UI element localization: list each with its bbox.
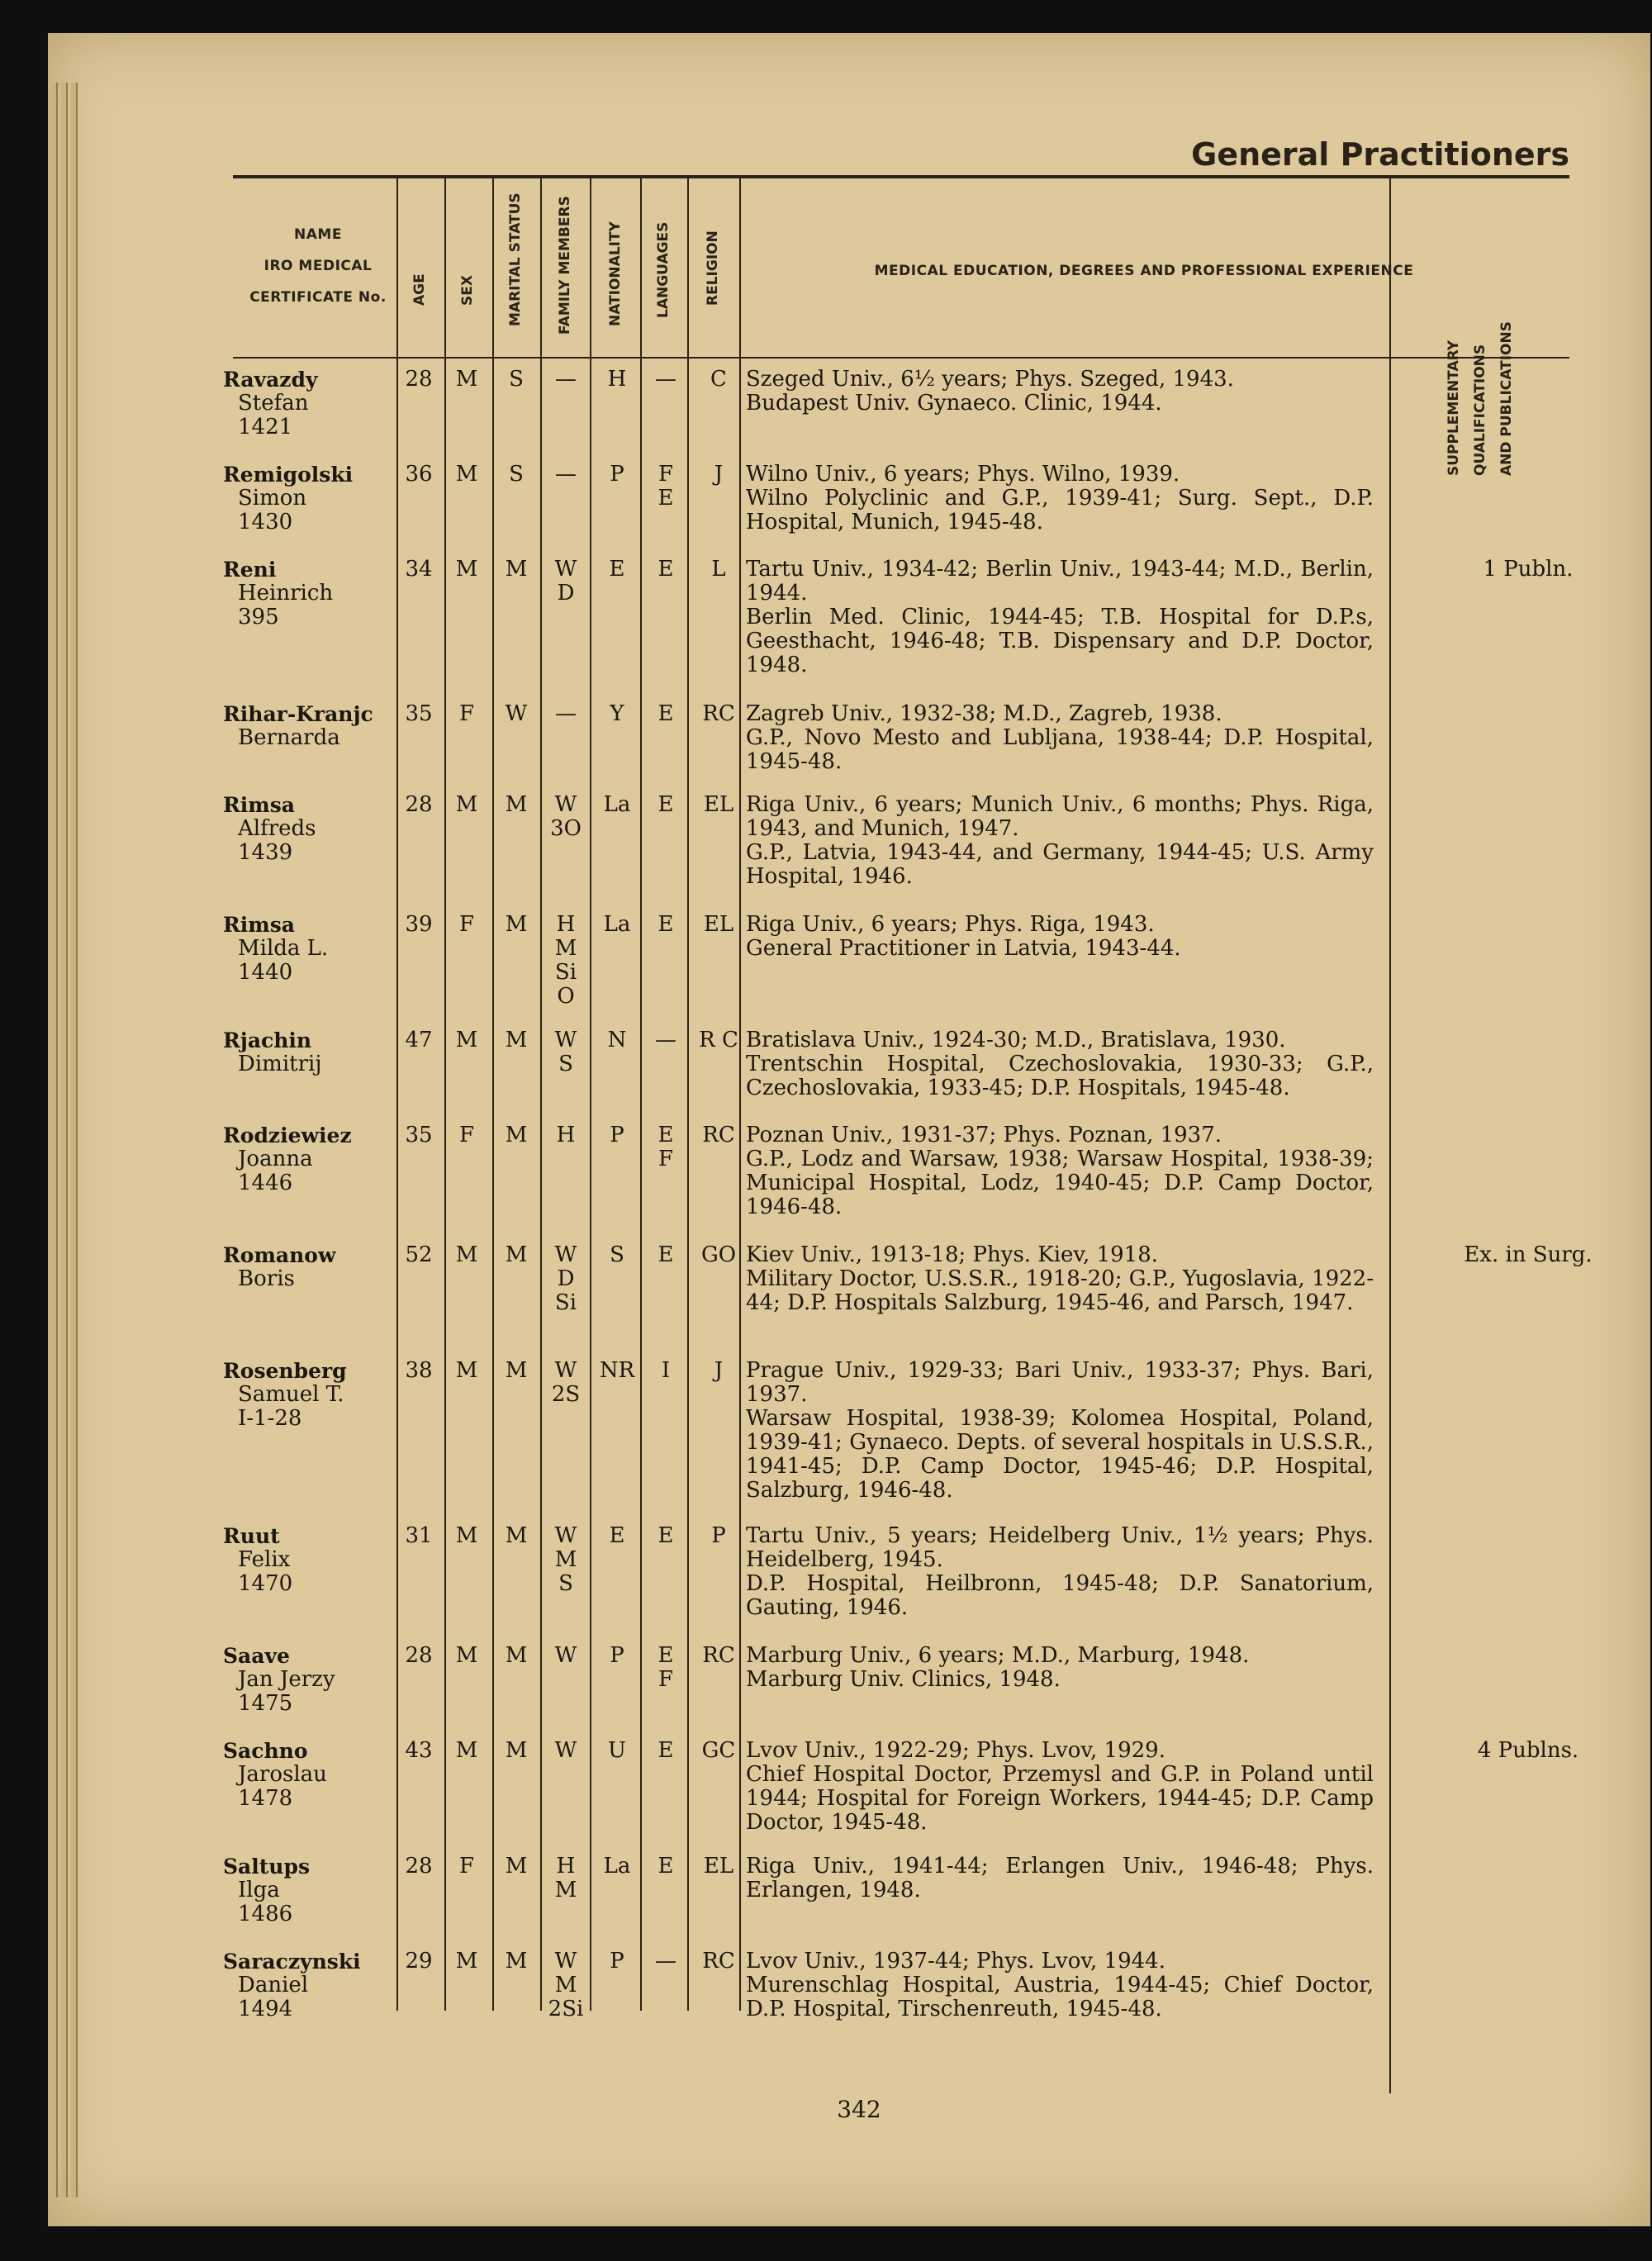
certificate-number: 1430 bbox=[238, 510, 293, 534]
column-divider bbox=[590, 177, 591, 2011]
header-sex: SEX bbox=[459, 275, 476, 306]
given-name: Samuel T. bbox=[238, 1382, 344, 1407]
name-cell bbox=[223, 1524, 405, 1596]
sex-cell: M bbox=[455, 1738, 478, 1763]
age-cell: 34 bbox=[405, 557, 433, 582]
nationality-cell: N bbox=[607, 1028, 627, 1052]
page-number: 342 bbox=[837, 2096, 881, 2123]
education-line: Riga Univ., 1941-44; Erlangen Univ., 1946-48; Phys. Erlangen, 1948. bbox=[746, 1854, 1374, 1902]
surname: Rodziewiez bbox=[223, 1123, 352, 1147]
family-cell: — bbox=[555, 367, 577, 392]
languages-cell: E bbox=[657, 792, 674, 817]
header-religion: RELIGION bbox=[705, 230, 721, 306]
religion-cell: GC bbox=[701, 1738, 736, 1763]
education-line: Marburg Univ. Clinics, 1948. bbox=[746, 1667, 1061, 1692]
given-name: Milda L. bbox=[238, 936, 329, 961]
column-divider bbox=[540, 177, 542, 2011]
name-cell bbox=[223, 1028, 405, 1076]
certificate-number: 395 bbox=[238, 605, 279, 629]
age-cell: 36 bbox=[405, 462, 433, 487]
marital-cell: M bbox=[505, 1242, 528, 1267]
certificate-number: 1475 bbox=[238, 1691, 293, 1716]
surname: Rihar-Kranjc bbox=[223, 702, 373, 726]
surname: Sachno bbox=[223, 1739, 308, 1763]
education-cell bbox=[746, 1028, 1374, 1100]
supplementary-cell: Ex. in Surg. bbox=[1464, 1242, 1593, 1267]
age-cell: 47 bbox=[405, 1028, 433, 1052]
education-cell bbox=[746, 1739, 1374, 1835]
name-cell bbox=[223, 1243, 405, 1291]
languages-cell: E bbox=[657, 1242, 674, 1267]
certificate-number: 1494 bbox=[238, 1997, 293, 2021]
languages-cell: E F bbox=[657, 1123, 674, 1171]
sex-cell: M bbox=[455, 1643, 478, 1668]
nationality-cell: S bbox=[610, 1242, 624, 1267]
given-name: Ilga bbox=[238, 1878, 280, 1902]
sex-cell: F bbox=[458, 912, 475, 937]
education-line: General Practitioner in Latvia, 1943-44. bbox=[746, 936, 1181, 961]
family-cell: W M 2Si bbox=[548, 1949, 584, 2021]
education-cell bbox=[746, 1855, 1374, 1902]
education-line: Tartu Univ., 5 years; Heidelberg Univ., 1½ years; Phys. Heidelberg, 1945. bbox=[746, 1523, 1374, 1572]
marital-cell: M bbox=[505, 1738, 528, 1763]
sex-cell: M bbox=[455, 1358, 478, 1383]
education-cell bbox=[746, 1123, 1374, 1219]
family-cell: H M Si O bbox=[554, 912, 577, 1009]
nationality-cell: P bbox=[610, 1643, 624, 1668]
education-cell bbox=[746, 558, 1374, 677]
family-cell: W 2S bbox=[551, 1358, 581, 1407]
name-cell bbox=[223, 1950, 405, 2021]
supplementary-cell: 1 Publn. bbox=[1483, 557, 1574, 582]
languages-cell: E bbox=[657, 701, 674, 726]
age-cell: 28 bbox=[405, 1854, 433, 1879]
religion-cell: RC bbox=[702, 701, 735, 726]
age-cell: 35 bbox=[405, 1123, 433, 1147]
sex-cell: M bbox=[455, 462, 478, 487]
given-name: Bernarda bbox=[238, 725, 340, 750]
given-name: Jaroslau bbox=[238, 1762, 327, 1787]
header-supplementary: SUPPLEMENTARY QUALIFICATIONS AND PUBLICATIONS bbox=[1446, 321, 1515, 476]
education-line: Chief Hospital Doctor, Przemysl and G.P. in Poland until 1944; Hospital for Foreign Workers, 1944-45; D.P. Camp Doctor, 1945-48. bbox=[746, 1762, 1374, 1835]
age-cell: 28 bbox=[405, 1643, 433, 1668]
education-line: G.P., Lodz and Warsaw, 1938; Warsaw Hospital, 1938-39; Municipal Hospital, Lodz, 1940-45; D.P. Camp Doctor, 1946-48. bbox=[746, 1147, 1374, 1219]
certificate-number: 1421 bbox=[238, 415, 293, 439]
nationality-cell: La bbox=[603, 1854, 631, 1879]
education-line: Military Doctor, U.S.S.R., 1918-20; G.P., Yugoslavia, 1922-44; D.P. Hospitals Salzburg, 1945-46, and Parsch, 1947. bbox=[746, 1266, 1374, 1315]
age-cell: 28 bbox=[405, 792, 433, 817]
column-divider bbox=[396, 177, 398, 2011]
given-name: Dimitrij bbox=[238, 1052, 322, 1076]
given-name: Simon bbox=[238, 486, 307, 511]
nationality-cell: P bbox=[610, 462, 624, 487]
surname: Reni bbox=[223, 558, 277, 582]
education-line: Berlin Med. Clinic, 1944-45; T.B. Hospital for D.P.s, Geesthacht, 1946-48; T.B. Dispensary and D.P. Doctor, 1948. bbox=[746, 605, 1374, 677]
family-cell: H M bbox=[554, 1854, 577, 1902]
religion-cell: EL bbox=[703, 792, 734, 817]
religion-cell: EL bbox=[703, 1854, 734, 1879]
surname: Saave bbox=[223, 1644, 290, 1668]
given-name: Alfreds bbox=[238, 816, 316, 841]
religion-cell: GO bbox=[700, 1242, 737, 1267]
education-cell bbox=[746, 1243, 1374, 1315]
languages-cell: F E bbox=[657, 462, 674, 511]
marital-cell: S bbox=[509, 462, 524, 487]
education-line: Poznan Univ., 1931-37; Phys. Poznan, 1937. bbox=[746, 1123, 1222, 1147]
given-name: Daniel bbox=[238, 1973, 309, 1997]
marital-cell: M bbox=[505, 1949, 528, 1974]
supplementary-cell: 4 Publns. bbox=[1477, 1738, 1579, 1763]
header-name: NAME IRO MEDICAL CERTIFICATE No. bbox=[249, 226, 387, 306]
name-cell bbox=[223, 793, 405, 865]
surname: Rosenberg bbox=[223, 1359, 347, 1383]
marital-cell: M bbox=[505, 1123, 528, 1147]
education-line: Wilno Polyclinic and G.P., 1939-41; Surg. Sept., D.P. Hospital, Munich, 1945-48. bbox=[746, 486, 1374, 534]
certificate-number: 1486 bbox=[238, 1902, 293, 1926]
education-line: Zagreb Univ., 1932-38; M.D., Zagreb, 1938. bbox=[746, 701, 1222, 726]
running-head: General Practitioners bbox=[1191, 136, 1569, 173]
education-cell bbox=[746, 913, 1374, 961]
header-family-members: FAMILY MEMBERS bbox=[557, 196, 573, 335]
family-cell: W bbox=[554, 1643, 577, 1668]
column-divider bbox=[1389, 177, 1391, 2093]
header-marital-status: MARITAL STATUS bbox=[507, 192, 524, 326]
name-cell bbox=[223, 463, 405, 534]
marital-cell: S bbox=[509, 367, 524, 392]
family-cell: — bbox=[555, 462, 577, 487]
name-cell bbox=[223, 1123, 405, 1195]
surname: Romanow bbox=[223, 1243, 336, 1267]
languages-cell: E bbox=[657, 1738, 674, 1763]
given-name: Joanna bbox=[238, 1147, 313, 1171]
religion-cell: EL bbox=[703, 912, 734, 937]
family-cell: W M S bbox=[554, 1523, 577, 1596]
education-line: Szeged Univ., 6½ years; Phys. Szeged, 1943. bbox=[746, 367, 1234, 392]
languages-cell: E bbox=[657, 557, 674, 582]
age-cell: 35 bbox=[405, 701, 433, 726]
page-edge bbox=[61, 83, 68, 2197]
marital-cell: M bbox=[505, 792, 528, 817]
nationality-cell: U bbox=[608, 1738, 626, 1763]
given-name: Stefan bbox=[238, 391, 309, 416]
education-line: Trentschin Hospital, Czechoslovakia, 1930-33; G.P., Czechoslovakia, 1933-45; D.P. Hospitals, 1945-48. bbox=[746, 1052, 1374, 1100]
name-cell bbox=[223, 1855, 405, 1926]
education-line: Marburg Univ., 6 years; M.D., Marburg, 1948. bbox=[746, 1643, 1250, 1668]
education-line: D.P. Hospital, Heilbronn, 1945-48; D.P. Sanatorium, Gauting, 1946. bbox=[746, 1571, 1374, 1620]
nationality-cell: NR bbox=[599, 1358, 635, 1383]
column-divider bbox=[687, 177, 689, 2011]
family-cell: H bbox=[556, 1123, 576, 1147]
education-line: Warsaw Hospital, 1938-39; Kolomea Hospital, Poland, 1939-41; Gynaeco. Depts. of several hospitals in U.S.S.R., 1941-45; D.P. Camp Doctor, 1945-46; D.P. Hospital, Salzburg, 1946-48. bbox=[746, 1406, 1374, 1503]
education-line: G.P., Latvia, 1943-44, and Germany, 1944-45; U.S. Army Hospital, 1946. bbox=[746, 840, 1374, 889]
family-cell: W S bbox=[554, 1028, 577, 1076]
education-line: Budapest Univ. Gynaeco. Clinic, 1944. bbox=[746, 391, 1162, 416]
religion-cell: RC bbox=[702, 1123, 735, 1147]
education-cell bbox=[746, 793, 1374, 889]
sex-cell: M bbox=[455, 1949, 478, 1974]
sex-cell: M bbox=[455, 367, 478, 392]
education-line: Riga Univ., 6 years; Munich Univ., 6 months; Phys. Riga, 1943, and Munich, 1947. bbox=[746, 792, 1374, 841]
nationality-cell: P bbox=[610, 1949, 624, 1974]
religion-cell: RC bbox=[702, 1643, 735, 1668]
family-cell: W bbox=[554, 1738, 577, 1763]
education-cell bbox=[746, 463, 1374, 534]
education-cell bbox=[746, 368, 1374, 416]
marital-cell: M bbox=[505, 1643, 528, 1668]
given-name: Felix bbox=[238, 1547, 291, 1572]
education-line: Wilno Univ., 6 years; Phys. Wilno, 1939. bbox=[746, 462, 1180, 487]
sex-cell: F bbox=[458, 1123, 475, 1147]
education-cell bbox=[746, 1524, 1374, 1620]
table-top-rule bbox=[233, 175, 1569, 178]
name-cell bbox=[223, 558, 405, 629]
column-divider bbox=[739, 177, 741, 2011]
header-bottom-rule bbox=[233, 357, 1569, 359]
certificate-number: I-1-28 bbox=[238, 1406, 302, 1431]
given-name: Jan Jerzy bbox=[238, 1667, 335, 1692]
age-cell: 52 bbox=[405, 1242, 433, 1267]
surname: Rimsa bbox=[223, 793, 295, 817]
religion-cell: L bbox=[711, 557, 726, 582]
sex-cell: M bbox=[455, 1028, 478, 1052]
marital-cell: W bbox=[505, 701, 528, 726]
religion-cell: J bbox=[714, 1358, 724, 1383]
age-cell: 31 bbox=[405, 1523, 433, 1548]
education-line: Kiev Univ., 1913-18; Phys. Kiev, 1918. bbox=[746, 1242, 1159, 1267]
education-line: Prague Univ., 1929-33; Bari Univ., 1933-37; Phys. Bari, 1937. bbox=[746, 1358, 1374, 1407]
education-line: Tartu Univ., 1934-42; Berlin Univ., 1943-44; M.D., Berlin, 1944. bbox=[746, 557, 1374, 606]
education-cell bbox=[746, 1950, 1374, 2021]
surname: Ravazdy bbox=[223, 368, 318, 392]
education-line: G.P., Novo Mesto and Lubljana, 1938-44; D.P. Hospital, 1945-48. bbox=[746, 725, 1374, 774]
sex-cell: F bbox=[458, 701, 475, 726]
nationality-cell: La bbox=[603, 792, 631, 817]
marital-cell: M bbox=[505, 1523, 528, 1548]
sex-cell: M bbox=[455, 792, 478, 817]
education-cell bbox=[746, 1359, 1374, 1503]
age-cell: 39 bbox=[405, 912, 433, 937]
nationality-cell: H bbox=[607, 367, 627, 392]
religion-cell: J bbox=[714, 462, 724, 487]
sex-cell: F bbox=[458, 1854, 475, 1879]
marital-cell: M bbox=[505, 912, 528, 937]
languages-cell: I bbox=[661, 1358, 671, 1383]
surname: Saraczynski bbox=[223, 1950, 361, 1974]
languages-cell: — bbox=[655, 1949, 676, 1974]
name-cell bbox=[223, 1739, 405, 1811]
surname: Ruut bbox=[223, 1524, 280, 1548]
nationality-cell: Y bbox=[610, 701, 624, 726]
education-line: Bratislava Univ., 1924-30; M.D., Bratislava, 1930. bbox=[746, 1028, 1286, 1052]
nationality-cell: La bbox=[603, 912, 631, 937]
given-name: Heinrich bbox=[238, 581, 334, 606]
marital-cell: M bbox=[505, 1028, 528, 1052]
certificate-number: 1470 bbox=[238, 1571, 293, 1596]
religion-cell: P bbox=[711, 1523, 726, 1548]
marital-cell: M bbox=[505, 1358, 528, 1383]
languages-cell: E bbox=[657, 1854, 674, 1879]
name-cell bbox=[223, 702, 405, 750]
name-cell bbox=[223, 913, 405, 985]
languages-cell: — bbox=[655, 367, 676, 392]
nationality-cell: E bbox=[609, 557, 625, 582]
family-cell: W D Si bbox=[554, 1242, 577, 1315]
education-cell bbox=[746, 1644, 1374, 1692]
page-edge bbox=[51, 83, 58, 2197]
header-nationality: NATIONALITY bbox=[607, 221, 624, 326]
religion-cell: C bbox=[710, 367, 727, 392]
age-cell: 43 bbox=[405, 1738, 433, 1763]
column-divider bbox=[444, 177, 446, 2011]
family-cell: W D bbox=[554, 557, 577, 606]
religion-cell: RC bbox=[702, 1949, 735, 1974]
sex-cell: M bbox=[455, 1523, 478, 1548]
nationality-cell: P bbox=[610, 1123, 624, 1147]
name-cell bbox=[223, 1359, 405, 1431]
education-line: Murenschlag Hospital, Austria, 1944-45; Chief Doctor, D.P. Hospital, Tirschenreuth, 1945-48. bbox=[746, 1973, 1374, 2021]
page-edge bbox=[71, 83, 78, 2197]
education-line: Riga Univ., 6 years; Phys. Riga, 1943. bbox=[746, 912, 1155, 937]
age-cell: 38 bbox=[405, 1358, 433, 1383]
column-divider bbox=[640, 177, 642, 2011]
sex-cell: M bbox=[455, 557, 478, 582]
languages-cell: E bbox=[657, 912, 674, 937]
certificate-number: 1478 bbox=[238, 1786, 293, 1811]
header-age: AGE bbox=[411, 273, 428, 306]
header-medical-education: MEDICAL EDUCATION, DEGREES AND PROFESSIONAL EXPERIENCE bbox=[874, 263, 1414, 279]
certificate-number: 1439 bbox=[238, 840, 293, 865]
age-cell: 28 bbox=[405, 367, 433, 392]
surname: Rjachin bbox=[223, 1028, 312, 1052]
certificate-number: 1440 bbox=[238, 960, 293, 985]
education-cell bbox=[746, 702, 1374, 774]
marital-cell: M bbox=[505, 557, 528, 582]
education-line: Lvov Univ., 1922-29; Phys. Lvov, 1929. bbox=[746, 1738, 1165, 1763]
education-line: Lvov Univ., 1937-44; Phys. Lvov, 1944. bbox=[746, 1949, 1165, 1974]
languages-cell: — bbox=[655, 1028, 676, 1052]
name-cell bbox=[223, 368, 405, 439]
given-name: Boris bbox=[238, 1266, 295, 1291]
sex-cell: M bbox=[455, 1242, 478, 1267]
languages-cell: E bbox=[657, 1523, 674, 1548]
family-cell: W 3O bbox=[550, 792, 582, 841]
age-cell: 29 bbox=[405, 1949, 433, 1974]
header-languages: LANGUAGES bbox=[655, 221, 672, 318]
name-cell bbox=[223, 1644, 405, 1716]
family-cell: — bbox=[555, 701, 577, 726]
languages-cell: E F bbox=[657, 1643, 674, 1692]
certificate-number: 1446 bbox=[238, 1171, 293, 1195]
surname: Remigolski bbox=[223, 463, 354, 487]
surname: Saltups bbox=[223, 1855, 311, 1879]
column-divider bbox=[492, 177, 494, 2011]
nationality-cell: E bbox=[609, 1523, 625, 1548]
surname: Rimsa bbox=[223, 913, 295, 937]
marital-cell: M bbox=[505, 1854, 528, 1879]
religion-cell: R C bbox=[699, 1028, 738, 1052]
